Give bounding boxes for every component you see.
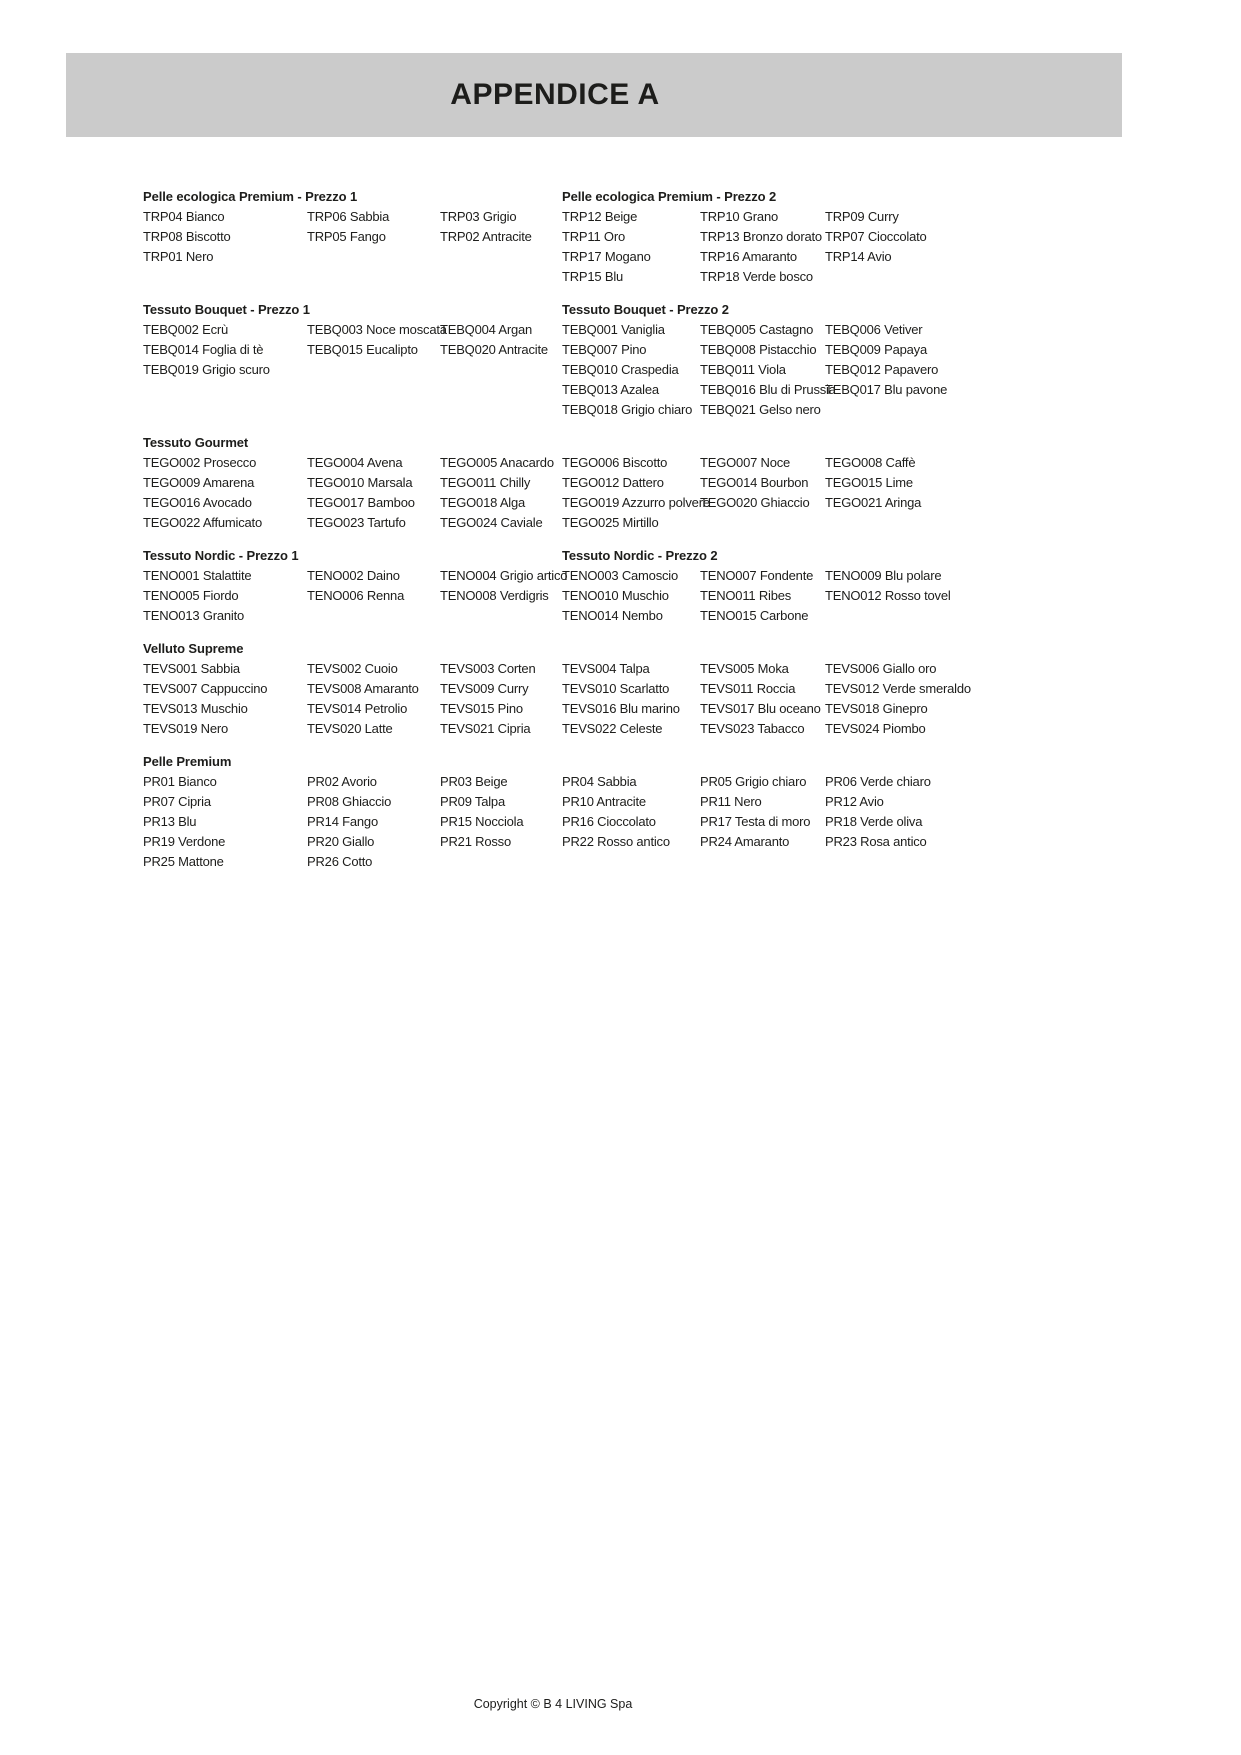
color-item: TRP04 Bianco — [143, 209, 225, 224]
color-code-lists — [143, 187, 1123, 872]
color-item: TENO005 Fiordo — [143, 588, 239, 603]
section-pelle-ecologica-premium-prezzo-2 — [562, 187, 1123, 287]
item-column — [700, 772, 825, 852]
appendix-header-banner — [66, 53, 1122, 137]
color-item: TEVS007 Cappuccino — [143, 681, 268, 696]
color-item: TRP05 Fango — [307, 229, 386, 244]
item-column — [440, 772, 562, 852]
color-item: TEBQ010 Craspedia — [562, 362, 679, 377]
color-item: PR01 Bianco — [143, 774, 217, 789]
item-column — [825, 772, 1123, 852]
color-item: TRP03 Grigio — [440, 209, 517, 224]
item-column — [700, 453, 825, 513]
color-item: TENO013 Granito — [143, 608, 245, 623]
color-item: PR20 Giallo — [307, 834, 375, 849]
color-item: TEGO017 Bamboo — [307, 495, 415, 510]
color-item: TEBQ009 Papaya — [825, 342, 927, 357]
color-item: TEBQ002 Ecrù — [143, 322, 229, 337]
color-item: PR04 Sabbia — [562, 774, 637, 789]
color-item: PR23 Rosa antico — [825, 834, 927, 849]
item-column — [440, 566, 568, 606]
color-item: TEBQ020 Antracite — [440, 342, 548, 357]
color-item: TEBQ019 Grigio scuro — [143, 362, 270, 377]
color-item: TEBQ012 Papavero — [825, 362, 939, 377]
color-item: TENO004 Grigio artico — [440, 568, 568, 583]
section-columns — [143, 659, 1123, 739]
color-item: TRP16 Amaranto — [700, 249, 797, 264]
item-column — [562, 320, 700, 420]
color-item: PR05 Grigio chiaro — [700, 774, 807, 789]
color-item: TEBQ017 Blu pavone — [825, 382, 948, 397]
item-column — [562, 772, 700, 852]
item-column — [700, 566, 825, 626]
color-item: TENO010 Muschio — [562, 588, 669, 603]
color-item: TEVS019 Nero — [143, 721, 229, 736]
section-title: Tessuto Bouquet - Prezzo 2 — [562, 302, 729, 317]
section-columns — [143, 566, 568, 626]
color-item: TEBQ004 Argan — [440, 322, 533, 337]
color-item: TENO006 Renna — [307, 588, 405, 603]
color-item: TEBQ007 Pino — [562, 342, 647, 357]
item-column — [700, 659, 825, 739]
section-tessuto-bouquet-prezzo-1 — [143, 300, 562, 420]
color-item: TENO014 Nembo — [562, 608, 663, 623]
color-item: TRP09 Curry — [825, 209, 899, 224]
color-item: PR22 Rosso antico — [562, 834, 670, 849]
color-item: TEBQ011 Viola — [700, 362, 786, 377]
color-item: TEVS016 Blu marino — [562, 701, 680, 716]
color-item: TEGO015 Lime — [825, 475, 913, 490]
item-column — [562, 566, 700, 626]
color-item: PR10 Antracite — [562, 794, 646, 809]
item-column — [440, 659, 562, 739]
section-title: Pelle ecologica Premium - Prezzo 2 — [562, 189, 777, 204]
color-item: TEVS004 Talpa — [562, 661, 650, 676]
item-column — [143, 207, 307, 267]
section-tessuto-nordic-prezzo-2 — [562, 546, 1123, 626]
color-item: PR08 Ghiaccio — [307, 794, 392, 809]
color-item: TEGO012 Dattero — [562, 475, 664, 490]
color-item: TRP06 Sabbia — [307, 209, 390, 224]
color-item: PR03 Beige — [440, 774, 508, 789]
color-item: TRP08 Biscotto — [143, 229, 231, 244]
item-column — [562, 659, 700, 739]
section-columns — [143, 453, 1123, 533]
color-item: TRP15 Blu — [562, 269, 624, 284]
color-item: TRP01 Nero — [143, 249, 214, 264]
color-item: TEGO002 Prosecco — [143, 455, 257, 470]
color-item: TENO009 Blu polare — [825, 568, 942, 583]
color-item: TENO003 Camoscio — [562, 568, 679, 583]
section-tessuto-nordic-prezzo-1 — [143, 546, 568, 626]
color-item: TEVS018 Ginepro — [825, 701, 928, 716]
item-column — [143, 566, 307, 626]
item-column — [700, 207, 825, 287]
section-title: Pelle ecologica Premium - Prezzo 1 — [143, 189, 358, 204]
color-item: TRP13 Bronzo dorato — [700, 229, 822, 244]
color-item: TEVS003 Corten — [440, 661, 536, 676]
color-item: TEGO008 Caffè — [825, 455, 916, 470]
section-columns — [143, 772, 1123, 872]
item-column — [700, 320, 836, 420]
color-item: TRP02 Antracite — [440, 229, 532, 244]
item-column — [143, 659, 307, 739]
color-item: PR14 Fango — [307, 814, 378, 829]
color-item: PR09 Talpa — [440, 794, 505, 809]
color-item: PR24 Amaranto — [700, 834, 790, 849]
color-item: TRP07 Cioccolato — [825, 229, 927, 244]
section-columns — [143, 320, 562, 380]
color-item: PR15 Nocciola — [440, 814, 524, 829]
section-title: Tessuto Nordic - Prezzo 2 — [562, 548, 718, 563]
color-item: TEVS014 Petrolio — [307, 701, 408, 716]
color-item: TEGO011 Chilly — [440, 475, 531, 490]
color-item: TRP14 Avio — [825, 249, 892, 264]
color-item: TEGO025 Mirtillo — [562, 515, 659, 530]
section-velluto-supreme — [143, 639, 1123, 739]
color-item: TEVS005 Moka — [700, 661, 789, 676]
color-item: PR02 Avorio — [307, 774, 377, 789]
item-column — [825, 207, 1123, 267]
section-pelle-ecologica-premium-prezzo-1 — [143, 187, 562, 287]
item-column — [562, 453, 710, 533]
color-item: TEBQ021 Gelso nero — [700, 402, 821, 417]
color-item: PR06 Verde chiaro — [825, 774, 931, 789]
section-tessuto-gourmet — [143, 433, 1123, 533]
item-column — [825, 320, 1123, 400]
color-item: TEGO024 Caviale — [440, 515, 543, 530]
color-item: TEVS010 Scarlatto — [562, 681, 670, 696]
color-item: TEVS020 Latte — [307, 721, 393, 736]
color-item: TEVS022 Celeste — [562, 721, 663, 736]
color-item: TEVS012 Verde smeraldo — [825, 681, 971, 696]
section-pelle-premium — [143, 752, 1123, 872]
item-column — [143, 453, 307, 533]
item-column — [440, 320, 562, 360]
color-item: PR19 Verdone — [143, 834, 226, 849]
item-column — [825, 566, 1123, 606]
color-item: PR17 Testa di moro — [700, 814, 811, 829]
color-item: TEGO014 Bourbon — [700, 475, 809, 490]
section-title: Tessuto Nordic - Prezzo 1 — [143, 548, 299, 563]
color-item: TEVS023 Tabacco — [700, 721, 805, 736]
color-item: TEBQ006 Vetiver — [825, 322, 923, 337]
color-item: TEVS001 Sabbia — [143, 661, 240, 676]
item-column — [307, 207, 440, 247]
color-item: TEVS015 Pino — [440, 701, 523, 716]
color-item: TEVS011 Roccia — [700, 681, 796, 696]
color-item: TRP10 Grano — [700, 209, 779, 224]
item-column — [562, 207, 700, 287]
item-column — [307, 566, 440, 606]
item-column — [440, 207, 562, 247]
color-item: TEBQ016 Blu di Prussia — [700, 382, 836, 397]
color-item: TEVS017 Blu oceano — [700, 701, 821, 716]
color-item: TEBQ005 Castagno — [700, 322, 814, 337]
color-item: TENO002 Daino — [307, 568, 400, 583]
page-title: APPENDICE A — [450, 78, 660, 111]
item-column — [307, 453, 440, 533]
section-pair-row — [143, 300, 1123, 420]
color-item: TENO015 Carbone — [700, 608, 809, 623]
color-item: TEVS009 Curry — [440, 681, 529, 696]
color-item: TRP11 Oro — [562, 229, 625, 244]
color-item: TEGO023 Tartufo — [307, 515, 406, 530]
color-item: TEGO010 Marsala — [307, 475, 413, 490]
color-item: TEBQ008 Pistacchio — [700, 342, 817, 357]
color-item: TENO012 Rosso tovel — [825, 588, 951, 603]
color-item: TENO011 Ribes — [700, 588, 792, 603]
color-item: TEBQ018 Grigio chiaro — [562, 402, 693, 417]
item-column — [307, 772, 440, 872]
item-column — [825, 659, 1123, 739]
section-title: Velluto Supreme — [143, 641, 244, 656]
color-item: PR16 Cioccolato — [562, 814, 656, 829]
color-item: TEGO005 Anacardo — [440, 455, 554, 470]
color-item: TEVS002 Cuoio — [307, 661, 398, 676]
item-column — [440, 453, 562, 533]
color-item: TEGO022 Affumicato — [143, 515, 262, 530]
item-column — [143, 320, 307, 380]
color-item: TEGO007 Noce — [700, 455, 791, 470]
color-item: TEGO006 Biscotto — [562, 455, 668, 470]
color-item: TEVS013 Muschio — [143, 701, 248, 716]
color-item: PR21 Rosso — [440, 834, 511, 849]
section-columns — [562, 207, 1123, 287]
color-item: TEVS024 Piombo — [825, 721, 926, 736]
color-item: TENO007 Fondente — [700, 568, 814, 583]
color-item: TEGO020 Ghiaccio — [700, 495, 810, 510]
section-pair-row — [143, 546, 1123, 626]
color-item: PR07 Cipria — [143, 794, 211, 809]
item-column — [143, 772, 307, 872]
section-columns — [143, 207, 562, 267]
color-item: TRP12 Beige — [562, 209, 638, 224]
color-item: TEGO009 Amarena — [143, 475, 255, 490]
color-item: TEGO021 Aringa — [825, 495, 922, 510]
color-item: PR25 Mattone — [143, 854, 224, 869]
color-item: TENO008 Verdigris — [440, 588, 549, 603]
color-item: TEGO018 Alga — [440, 495, 526, 510]
color-item: PR26 Cotto — [307, 854, 373, 869]
item-column — [307, 320, 447, 360]
color-item: TENO001 Stalattite — [143, 568, 252, 583]
color-item: TEBQ015 Eucalipto — [307, 342, 418, 357]
item-column — [307, 659, 440, 739]
color-item: TEBQ013 Azalea — [562, 382, 659, 397]
color-item: PR12 Avio — [825, 794, 884, 809]
color-item: TRP18 Verde bosco — [700, 269, 813, 284]
section-columns — [562, 320, 1123, 420]
color-item: TEBQ001 Vaniglia — [562, 322, 665, 337]
color-item: TEGO019 Azzurro polvere — [562, 495, 710, 510]
section-title: Tessuto Gourmet — [143, 435, 249, 450]
section-pair-row — [143, 187, 1123, 287]
color-item: TEVS021 Cipria — [440, 721, 531, 736]
section-columns — [562, 566, 1123, 626]
color-item: TEVS008 Amaranto — [307, 681, 419, 696]
page-footer: Copyright © B 4 LIVING Spa — [473, 1697, 633, 1711]
color-item: PR13 Blu — [143, 814, 197, 829]
color-item: TEGO004 Avena — [307, 455, 403, 470]
color-item: PR18 Verde oliva — [825, 814, 923, 829]
color-item: PR11 Nero — [700, 794, 762, 809]
color-item: TRP17 Mogano — [562, 249, 651, 264]
section-title: Tessuto Bouquet - Prezzo 1 — [143, 302, 310, 317]
section-tessuto-bouquet-prezzo-2 — [562, 300, 1123, 420]
color-item: TEBQ014 Foglia di tè — [143, 342, 264, 357]
color-item: TEBQ003 Noce moscata — [307, 322, 447, 337]
color-item: TEVS006 Giallo oro — [825, 661, 937, 676]
item-column — [825, 453, 1123, 513]
section-title: Pelle Premium — [143, 754, 232, 769]
color-item: TEGO016 Avocado — [143, 495, 252, 510]
